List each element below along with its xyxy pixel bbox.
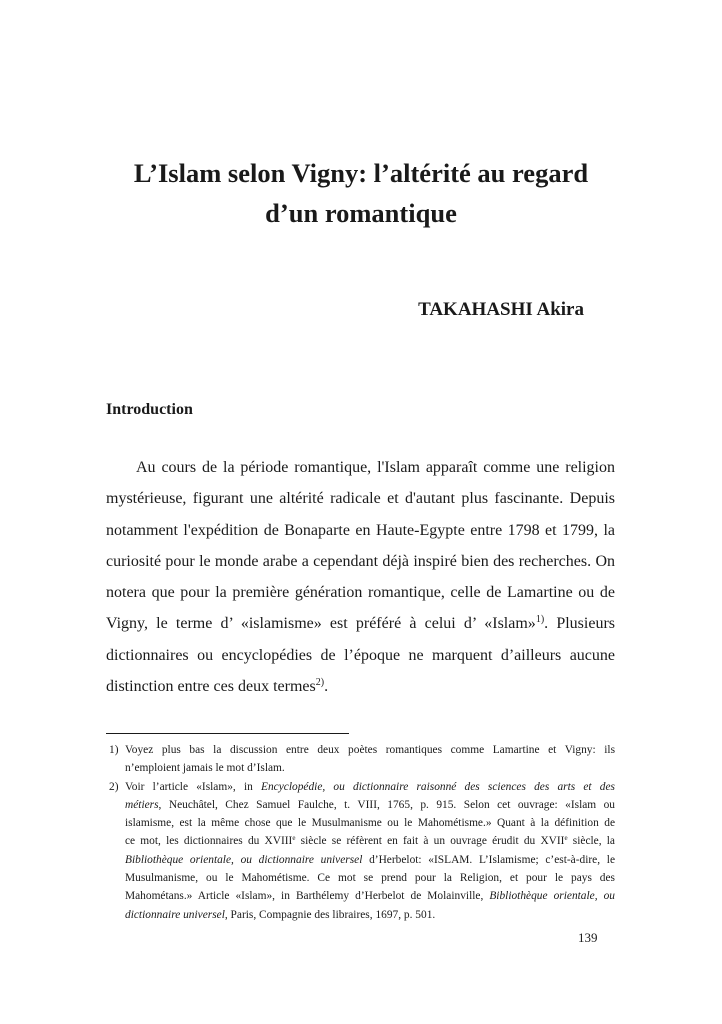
footnote-line [125,906,615,924]
body-line: notamment l'expédition de Bonaparte en Haute-Egypte entre 1798 et 1799, la [106,521,615,539]
body-text-fragment: . Plusieurs [544,615,615,633]
superscript-e: e [564,834,568,843]
footnote-italic-title: métiers [125,798,159,811]
footnote-text-fragment: ce mot, les dictionnaires du XVIII [125,835,293,848]
superscript-e: e [292,834,296,843]
footnote-italic-title: Bibliothèque orientale, ou dictionnaire universel [125,853,363,866]
body-line [106,671,615,702]
author-name: TAKAHASHI Akira [418,299,584,320]
footnote-text-fragment: , Paris, Compagnie des libraires, 1697, p. 501. [224,908,436,921]
body-line: Au cours de la période romantique, l'Islam apparaît comme une religion [136,459,615,476]
footnote-text-fragment: Voir l’article «Islam», in [125,780,262,793]
body-line: dictionnaires ou encyclopédies de l’époque ne marquent d’ailleurs aucune [106,646,615,664]
footnote-ref-2[interactable]: 2) [315,677,325,689]
footnote-divider [106,733,349,734]
footnote-line [125,778,615,796]
body-line: curiosité pour le monde arabe a cependant déjà inspiré bien des recherches. On [106,552,615,570]
footnote-text-fragment: d’Herbelot: «ISLAM. L’Islamisme; c’est-à-dire, le [362,853,615,866]
footnote-text-fragment: , Neuchâtel, Chez Samuel Faulche, t. VIII, 1765, p. 915. Selon cet ouvrage: «Islam ou [158,798,615,811]
footnote-line [125,832,615,850]
footnote-line [125,887,615,905]
title-line-1: L’Islam selon Vigny: l’altérité au regard [133,158,589,188]
body-text-fragment: Vigny, le terme d’ «islamisme» est préféré à celui d’ «Islam» [106,615,536,633]
footnote-number: 2) [109,780,119,793]
footnote-line: islamisme, est la même chose que le Musulmanisme ou le Mahométisme.» Quant à la définition de [125,817,615,830]
footnote-line [125,851,615,869]
footnote-2 [106,778,615,924]
footnote-text-fragment: siècle se réfèrent en fait à un ouvrage érudit du XVII [295,835,565,848]
body-line: mystérieuse, figurant une altérité radicale et d'autant plus fascinante. Depuis [106,490,615,508]
footnote-text-fragment: siècle, la [567,835,615,848]
body-line: notera que pour la première génération romantique, celle de Lamartine ou de [106,584,615,602]
footnote-line [125,796,615,814]
footnote-line: n’emploient jamais le mot d’Islam. [125,762,285,775]
footnote-italic-title: Bibliothèque orientale, ou [489,890,615,903]
section-heading: Introduction [106,401,193,418]
title-line-2: d’un romantique [265,198,457,228]
footnotes [106,741,615,924]
footnote-italic-title: Encyclopédie, ou dictionnaire raisonné des sciences des arts et des [261,780,615,793]
article-title [60,153,662,233]
body-text-fragment: distinction entre ces deux termes [106,678,316,696]
footnote-line: Voyez plus bas la discussion entre deux poètes romantiques comme Lamartine et Vigny: ils [125,744,615,756]
body-text-fragment: . [324,678,329,696]
footnote-number: 1) [109,744,119,756]
footnote-ref-1[interactable]: 1) [535,614,545,626]
footnote-text-fragment: Mahométans.» Article «Islam», in Barthélemy d’Herbelot de Molainville, [125,890,490,903]
footnote-line: Musulmanisme, ou le Mahométisme. Ce mot se prend pour la Religion, et pour le pays des [125,872,615,885]
body-line [106,608,615,639]
body-paragraph [106,452,615,702]
page-number: 139 [578,930,598,945]
footnote-1 [106,741,615,778]
footnote-italic-title: dictionnaire universel [125,908,225,921]
